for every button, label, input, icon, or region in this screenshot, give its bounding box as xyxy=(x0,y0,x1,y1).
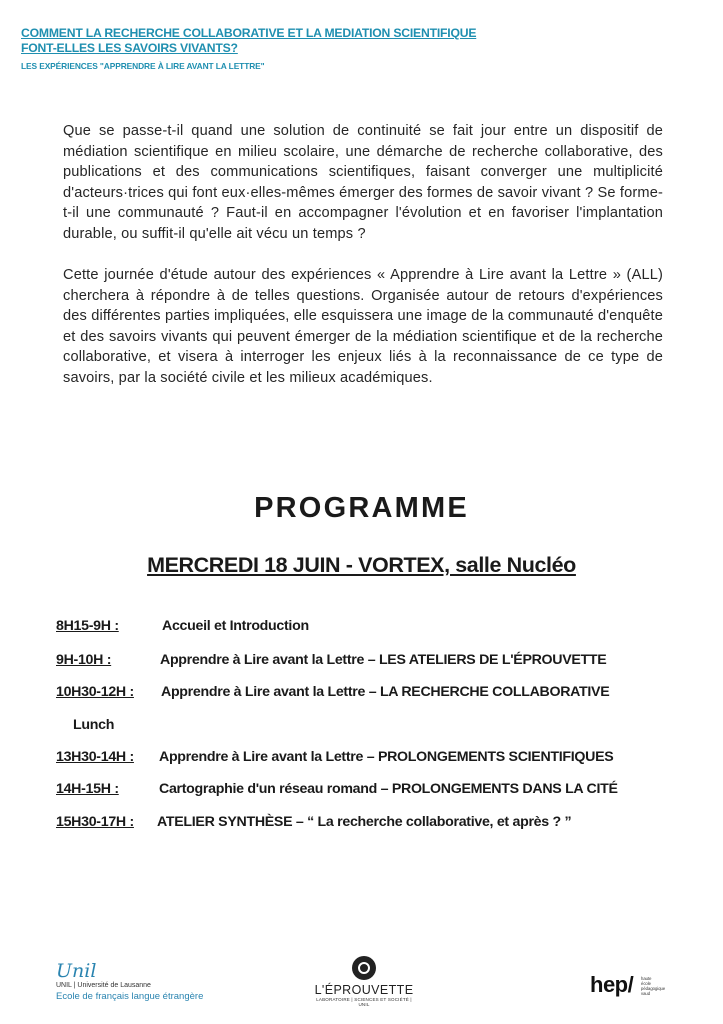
intro-paragraph-1: Que se passe-t-il quand une solution de continuité se fait jour entre un dispositif de médiation scientifique en milieu scolaire, une démarche de recherche collaborative, des publications et des communications scientifiques, faisant converger une multiplicité d'acteurs·trices qui font eux·elles-mêmes émerger des formes de savoir vivant ? Se forme-t-il une communauté ? Faut-il en accompagner l'évolution et en favoriser l'implantation durable, ou suffit-il qu'elle ait vécu un temps ? xyxy=(63,123,663,242)
eprouvette-subtitle: LABORATOIRE | SCIENCES ET SOCIÉTÉ | UNIL xyxy=(316,997,412,1007)
header-title-line1: COMMENT LA RECHERCHE COLLABORATIVE ET LA MEDIATION SCIENTIFIQUE xyxy=(21,26,477,40)
document-header xyxy=(21,26,621,71)
schedule-time: 10H30-12H : xyxy=(56,684,134,700)
schedule-time: 13H30-14H : xyxy=(56,749,134,765)
eprouvette-emblem-icon xyxy=(352,956,376,980)
unil-logo xyxy=(56,960,203,1002)
schedule-time: 15H30-17H : xyxy=(56,814,134,830)
hep-wordmark: hep/ xyxy=(590,972,634,997)
schedule-time: 14H-15H : xyxy=(56,781,119,797)
intro-text xyxy=(63,121,663,409)
eprouvette-logo xyxy=(314,956,414,1007)
schedule-desc: Accueil et Introduction xyxy=(162,618,309,634)
header-subtitle: LES EXPÉRIENCES "APPRENDRE À LIRE AVANT LA LETTRE" xyxy=(21,61,265,71)
header-title-line2: FONT-ELLES LES SAVOIRS VIVANTS? xyxy=(21,41,238,55)
schedule-time: 9H-10H : xyxy=(56,652,112,668)
unil-school: Ecole de français langue étrangère xyxy=(56,991,204,1002)
schedule-desc: Lunch xyxy=(73,717,115,733)
footer-logos xyxy=(0,950,723,1010)
programme-day: MERCREDI 18 JUIN - VORTEX, salle Nucléo xyxy=(147,553,576,577)
schedule-desc: Apprendre à Lire avant la Lettre – LA RECHERCHE COLLABORATIVE xyxy=(161,684,610,700)
schedule-desc: Apprendre à Lire avant la Lettre – LES ATELIERS DE L'ÉPROUVETTE xyxy=(160,652,607,668)
schedule-time: 8H15-9H : xyxy=(56,618,119,634)
hep-logo xyxy=(590,972,666,998)
intro-paragraph-2: Cette journée d'étude autour des expériences « Apprendre à Lire avant la Lettre » (ALL) cherchera à répondre à de telles questions. Organisée autour de retours d'expériences des différentes parties impliquées, elle esquissera une image de la communauté d'enquête et des savoirs vivants qui peuvent émerger de la médiation scientifique et de la recherche collaborative, et visera à interroger les enjeux liés à la reconnaissance de ce type de savoirs, par la société civile et les milieux académiques. xyxy=(63,267,663,386)
unil-wordmark: Unil xyxy=(56,960,97,982)
unil-subtitle: UNIL | Université de Lausanne xyxy=(56,982,151,989)
schedule-desc: Cartographie d'un réseau romand – PROLONGEMENTS DANS LA CITÉ xyxy=(159,781,618,797)
eprouvette-name: L'ÉPROUVETTE xyxy=(314,983,414,997)
hep-side-text: haute école pédagogique vaud xyxy=(641,976,666,996)
programme-title: PROGRAMME xyxy=(254,492,469,524)
schedule-desc: Apprendre à Lire avant la Lettre – PROLONGEMENTS SCIENTIFIQUES xyxy=(159,749,614,765)
schedule-desc: ATELIER SYNTHÈSE – “ La recherche collaborative, et après ? ” xyxy=(157,814,572,830)
